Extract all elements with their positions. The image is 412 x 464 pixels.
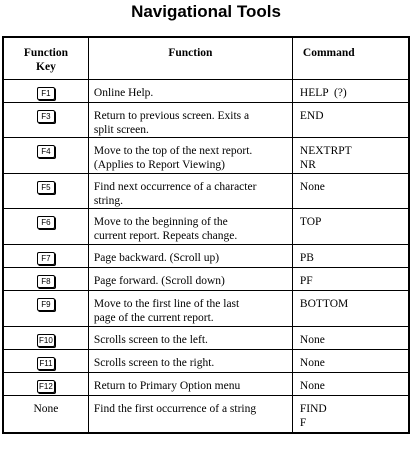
command-cell	[292, 244, 409, 267]
function-cell	[88, 267, 292, 290]
function-key-cell	[3, 372, 88, 395]
function-text: (Applies to Report Viewing)	[93, 158, 225, 171]
table-row	[3, 326, 409, 349]
function-key-icon: F6	[37, 216, 55, 229]
function-key-icon: F3	[37, 110, 55, 123]
function-key-cell	[3, 137, 88, 173]
command-text: HELP (?)	[299, 86, 347, 99]
header-key-line2: Key	[36, 61, 56, 73]
command-cell	[292, 137, 409, 173]
function-cell	[88, 290, 292, 326]
function-cell	[88, 326, 292, 349]
page-title: Navigational Tools	[131, 2, 281, 21]
command-text: END	[299, 109, 324, 122]
function-cell	[88, 244, 292, 267]
table-row	[3, 102, 409, 137]
command-cell	[292, 326, 409, 349]
command-text: None	[299, 356, 325, 369]
command-cell	[292, 79, 409, 102]
function-text: Find next occurrence of a character	[93, 180, 257, 193]
function-key-icon: F7	[37, 252, 55, 265]
function-key-icon: F4	[37, 145, 55, 158]
function-text: string.	[93, 194, 123, 207]
header-function-key	[3, 37, 88, 79]
command-text: F	[299, 416, 307, 429]
command-cell	[292, 290, 409, 326]
table-row	[3, 267, 409, 290]
function-key-cell	[3, 173, 88, 208]
command-cell	[292, 349, 409, 372]
function-cell	[88, 173, 292, 208]
command-text: FIND	[299, 402, 327, 415]
header-row	[3, 37, 409, 79]
function-text: Scrolls screen to the right.	[93, 356, 215, 369]
function-key-cell	[3, 244, 88, 267]
function-key-cell	[3, 290, 88, 326]
function-key-cell	[3, 326, 88, 349]
function-text: Move to the beginning of the	[93, 215, 228, 228]
function-key-cell	[3, 395, 88, 433]
command-cell	[292, 173, 409, 208]
function-key-icon: F8	[37, 275, 55, 288]
command-text: PF	[299, 274, 313, 287]
function-text: Scrolls screen to the left.	[93, 333, 208, 346]
table-row	[3, 290, 409, 326]
command-text: NR	[299, 158, 316, 171]
function-key-icon: F5	[37, 181, 55, 194]
header-command: Command	[292, 37, 409, 79]
table-row	[3, 137, 409, 173]
function-key-icon: F11	[37, 357, 55, 370]
function-key-text: None	[33, 402, 59, 415]
function-key-cell	[3, 349, 88, 372]
function-cell	[88, 395, 292, 433]
function-key-icon: F9	[37, 298, 55, 311]
function-key-cell	[3, 102, 88, 137]
command-cell	[292, 208, 409, 244]
table-row	[3, 208, 409, 244]
function-text: Page forward. (Scroll down)	[93, 274, 225, 287]
function-text: Find the first occurrence of a string	[93, 402, 257, 415]
command-text: None	[299, 180, 325, 193]
table-row	[3, 349, 409, 372]
header-key-line1: Function	[23, 47, 68, 59]
navigational-tools-table	[2, 36, 410, 434]
function-cell	[88, 137, 292, 173]
command-cell	[292, 102, 409, 137]
header-function: Function	[88, 37, 292, 79]
function-text: Return to previous screen. Exits a	[93, 109, 250, 122]
function-key-cell	[3, 79, 88, 102]
function-text: Return to Primary Option menu	[93, 379, 241, 392]
command-cell	[292, 395, 409, 433]
table-row	[3, 79, 409, 102]
function-text: Move to the first line of the last	[93, 297, 240, 310]
command-text: None	[299, 379, 325, 392]
function-text: split screen.	[93, 123, 149, 136]
function-key-icon: F10	[37, 334, 55, 347]
function-cell	[88, 349, 292, 372]
command-text: None	[299, 333, 325, 346]
command-text: PB	[299, 251, 314, 264]
function-key-cell	[3, 267, 88, 290]
function-text: current report. Repeats change.	[93, 229, 238, 242]
table-row	[3, 372, 409, 395]
function-key-cell	[3, 208, 88, 244]
table-row	[3, 244, 409, 267]
function-text: Online Help.	[93, 86, 154, 99]
command-cell	[292, 267, 409, 290]
command-cell	[292, 372, 409, 395]
function-key-icon: F1	[37, 87, 55, 100]
function-cell	[88, 79, 292, 102]
command-text: TOP	[299, 215, 322, 228]
function-text: page of the current report.	[93, 311, 214, 324]
function-key-icon: F12	[37, 380, 55, 393]
function-cell	[88, 372, 292, 395]
function-text: Move to the top of the next report.	[93, 144, 253, 157]
table-row	[3, 173, 409, 208]
table-row	[3, 395, 409, 433]
function-cell	[88, 102, 292, 137]
function-text: Page backward. (Scroll up)	[93, 251, 220, 264]
command-text: BOTTOM	[299, 297, 349, 310]
command-text: NEXTRPT	[299, 144, 352, 157]
function-cell	[88, 208, 292, 244]
